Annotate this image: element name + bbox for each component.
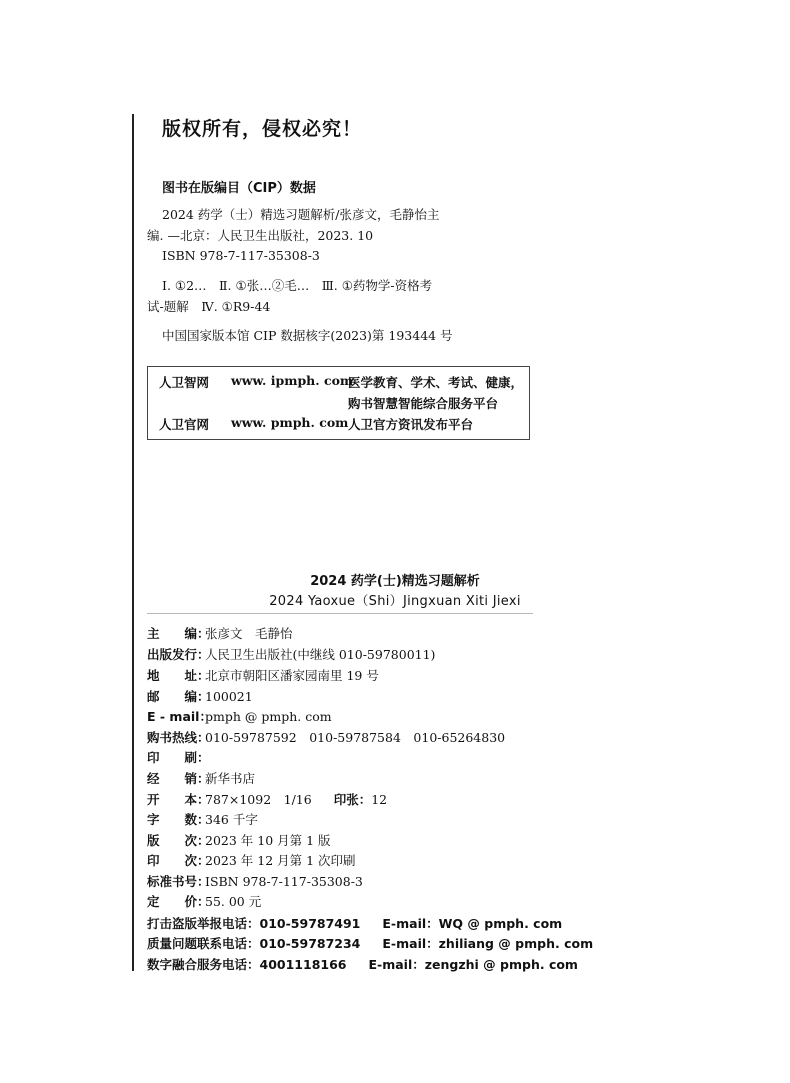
cip-line: ISBN 978-7-117-35308-3 (162, 248, 320, 263)
info-label: 版 次： (147, 833, 210, 848)
info-label: 字 数： (147, 812, 210, 827)
info-row (147, 686, 253, 706)
info-row (147, 830, 331, 850)
contact-email[interactable]: E-mail：zhiliang @ pmph. com (382, 936, 594, 951)
info-row (147, 623, 293, 643)
platform-name: 人卫智网 (159, 375, 210, 390)
info-value: 010-59787592 010-59787584 010-65264830 (205, 730, 506, 745)
info-value: 346 千字 (205, 812, 258, 827)
info-value: 2023 年 12 月第 1 次印刷 (205, 853, 356, 868)
info-value: 100021 (205, 688, 253, 704)
info-value: 55. 00 元 (205, 894, 262, 909)
info-label: 经 销： (147, 771, 210, 786)
info-label: 邮 编： (147, 689, 210, 704)
info-row (147, 747, 210, 767)
info-row (147, 789, 387, 809)
info-row (147, 644, 435, 664)
cip-line: 编. —北京：人民卫生出版社，2023. 10 (147, 228, 374, 243)
title-separator (147, 613, 533, 614)
info-value: 2023 年 10 月第 1 版 (205, 833, 331, 848)
platform-name: 人卫官网 (159, 417, 210, 432)
contact-email[interactable]: E-mail：WQ @ pmph. com (382, 916, 563, 931)
platform-desc: 医学教育、学术、考试、健康， (348, 375, 524, 390)
cip-line: 2024 药学（士）精选习题解析/张彦文，毛静怡主 (162, 207, 440, 222)
info-label: 定 价： (147, 894, 210, 909)
info-row (147, 727, 505, 747)
info-label: 印 次： (147, 853, 210, 868)
cip-line: 中国国家版本馆 CIP 数据核字(2023)第 193444 号 (162, 328, 453, 343)
info-label: 印张： (333, 792, 372, 807)
info-label: 印 刷： (147, 750, 210, 765)
info-value: 新华书店 (205, 771, 256, 786)
book-title-en: 2024 Yaoxue（Shi）Jingxuan Xiti Jiexi (269, 594, 521, 609)
contact-row (147, 933, 593, 953)
info-row (147, 768, 255, 788)
copyright-notice: 版权所有，侵权必究！ (162, 118, 363, 140)
info-value: 人民卫生出版社(中继线 010-59780011) (205, 647, 436, 662)
platform-desc: 人卫官方资讯发布平台 (348, 417, 474, 432)
platform-site-link[interactable]: www. pmph. com (231, 415, 349, 430)
info-label: 主 编： (147, 626, 210, 641)
left-margin-rule (132, 114, 134, 971)
contact-phone: 010-59787491 (259, 915, 361, 931)
book-title-cn: 2024 药学(士)精选习题解析 (310, 574, 480, 589)
platform-site-link[interactable]: www. ipmph. com (231, 373, 354, 388)
info-label: 出版发行： (147, 647, 210, 662)
contact-label: 数字融合服务电话： (147, 957, 260, 972)
contact-row (147, 954, 578, 974)
info-value: 张彦文 毛静怡 (205, 626, 293, 641)
info-row (147, 706, 332, 726)
cip-heading: 图书在版编目（CIP）数据 (162, 181, 316, 196)
info-row (147, 891, 261, 911)
info-row (147, 850, 356, 870)
info-label: 开 本： (147, 792, 210, 807)
contact-phone: 010-59787234 (259, 935, 361, 951)
cip-line: Ⅰ. ①2… Ⅱ. ①张…②毛… Ⅲ. ①药物学-资格考 (162, 278, 433, 293)
info-label: E - mail： (147, 709, 212, 724)
info-value: 北京市朝阳区潘家园南里 19 号 (205, 668, 379, 683)
info-row (147, 665, 379, 685)
email-link[interactable]: pmph @ pmph. com (205, 708, 332, 724)
info-value: ISBN 978-7-117-35308-3 (205, 873, 363, 889)
contact-label: 质量问题联系电话： (147, 936, 260, 951)
contact-phone: 4001118166 (259, 956, 347, 972)
info-row (147, 871, 363, 891)
contact-row (147, 913, 562, 933)
info-label: 地 址： (147, 668, 210, 683)
platform-desc: 购书智慧智能综合服务平台 (348, 396, 499, 411)
cip-line: 试-题解 Ⅳ. ①R9-44 (147, 299, 271, 314)
contact-email[interactable]: E-mail：zengzhi @ pmph. com (368, 957, 578, 972)
info-value: 787×1092 1/16 (205, 792, 312, 807)
contact-label: 打击盗版举报电话： (147, 916, 260, 931)
info-label: 标准书号： (147, 874, 210, 889)
info-label: 购书热线： (147, 730, 210, 745)
info-value: 12 (371, 791, 388, 807)
info-row (147, 809, 258, 829)
